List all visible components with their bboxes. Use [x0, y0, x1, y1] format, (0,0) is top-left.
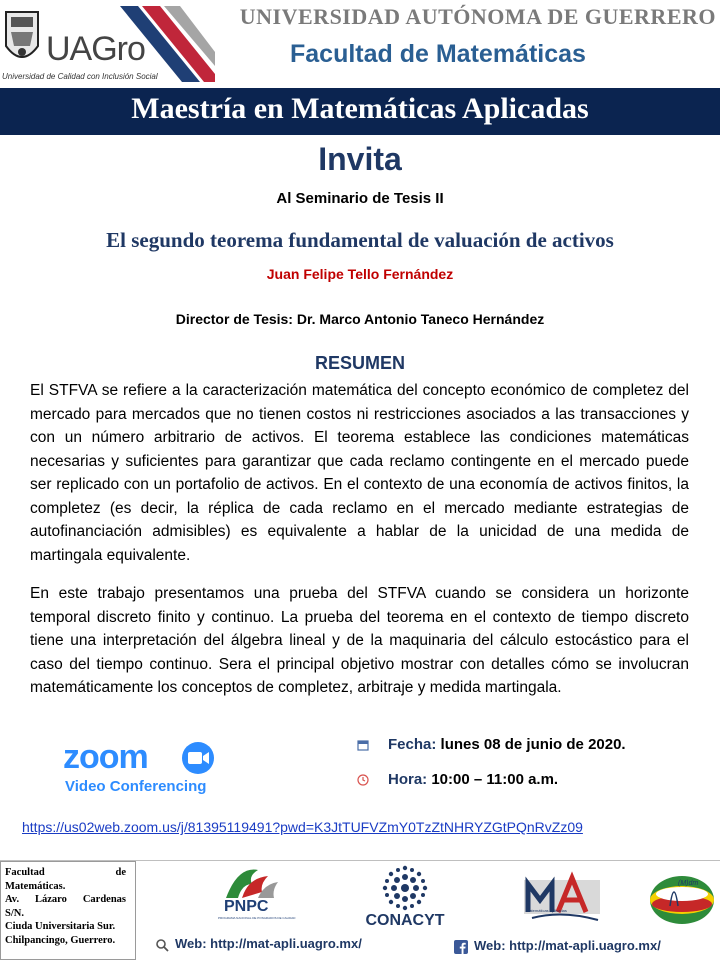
- website-link[interactable]: Web: http://mat-apli.uagro.mx/: [175, 936, 362, 951]
- clock-icon: [357, 774, 369, 786]
- website-right: [454, 938, 661, 954]
- date-label: Fecha:: [388, 736, 437, 753]
- ma-emblem-icon: [522, 870, 602, 926]
- address-line: Ciuda Universitaria Sur.: [5, 921, 116, 932]
- program-title: Maestría en Matemáticas Aplicadas: [131, 92, 589, 125]
- address-line: Facultad de: [5, 867, 126, 878]
- pnpc-label: PNPC: [224, 898, 269, 915]
- talk-title: El segundo teorema fundamental de valuación de activos: [106, 228, 614, 252]
- faculty-name: Facultad de Matemáticas: [290, 40, 586, 68]
- ma-program-logo: [522, 870, 602, 926]
- abstract-heading: RESUMEN: [314, 353, 405, 373]
- abstract-paragraph-1: El STFVA se refiere a la caracterización matemática del concepto económico de completez del mercado para mercados que no tienen costos ni restricciones asociados a las transacciones y con un número arbitrario de activos. El teorema establece las condiciones matemáticas necesarias y suficientes para garantizar que cada reclamo contingente en el mercado puede ser replicado con un portafolio de activos. En el contexto de una economía de activos finitos, la completez (es decir, la réplica de cada reclamo en el mercado mediante estrategias de autofinanciación admisibles) es equivalente a hablar de la unicidad de una medida de martingala equivalente.: [30, 382, 689, 564]
- date-value: lunes 08 de junio de 2020.: [440, 736, 626, 753]
- university-name: UNIVERSIDAD AUTÓNOMA DE GUERRERO: [239, 4, 716, 29]
- zoom-meeting-link[interactable]: https://us02web.zoom.us/j/81395119491?pwd=K3JtTUFVZmY0TzZtNHRYZGtPQnRvZz09: [22, 819, 583, 835]
- facebook-link[interactable]: Web: http://mat-apli.uagro.mx/: [474, 938, 661, 953]
- abstract-paragraph-2: En este trabajo presentamos una prueba del STFVA cuando se considera un horizonte temporal discreto finito y continuo. La prueba del teorema en el contexto de tiempo discreto tiene una interpretación del álgebra lineal y de la maquinaria del cálculo estocástico para el caso del tiempo continuo. Sera el principal objetivo mostrar con detalles cómo se involucran matemáticamente los conceptos de completez, arbitraje y medida martingala.: [30, 585, 689, 696]
- university-crest-icon: [2, 6, 42, 70]
- mdm-logo: [648, 872, 716, 928]
- conacyt-label: CONACYT: [365, 912, 445, 929]
- zoom-logo: [55, 738, 225, 800]
- address-line: Av. Lázaro Cardenas: [5, 894, 126, 905]
- address-line: S/N.: [5, 907, 24, 919]
- zoom-subtitle: Video Conferencing: [65, 778, 207, 795]
- address-line: Matemáticas.: [5, 880, 66, 892]
- uagro-logo-text: UAGro: [46, 30, 145, 68]
- facebook-icon: [454, 940, 468, 954]
- thesis-director: Director de Tesis: Dr. Marco Antonio Taneco Hernández: [175, 311, 545, 327]
- conacyt-logo: [362, 864, 448, 934]
- pnpc-logo: [218, 862, 296, 926]
- pnpc-subtitle: PROGRAMA NACIONAL DE POSGRADOS DE CALIDAD: [218, 916, 296, 920]
- time-label: Hora:: [388, 771, 428, 788]
- logo-tagline: Universidad de Calidad con Inclusión Social: [2, 72, 158, 81]
- pnpc-emblem-icon: [218, 862, 282, 902]
- website-left: [155, 936, 362, 952]
- time-value: 10:00 – 11:00 a.m.: [431, 771, 559, 788]
- web-search-icon: [155, 938, 169, 952]
- faculty-address: [5, 866, 126, 947]
- conacyt-emblem-icon: [362, 864, 448, 912]
- event-time: [388, 771, 558, 788]
- video-camera-icon: [181, 741, 215, 775]
- address-line: Chilpancingo, Guerrero.: [5, 934, 116, 946]
- zoom-wordmark: zoom: [63, 738, 148, 776]
- ma-subtitle: Matemáticas Aplicadas: [526, 908, 567, 913]
- calendar-icon: [357, 739, 369, 751]
- speaker-name: Juan Felipe Tello Fernández: [266, 266, 454, 282]
- mdm-label: (M)dm: [678, 880, 699, 887]
- event-date: [388, 736, 626, 753]
- seminar-name: Al Seminario de Tesis II: [276, 190, 444, 207]
- invite-heading: Invita: [318, 141, 402, 177]
